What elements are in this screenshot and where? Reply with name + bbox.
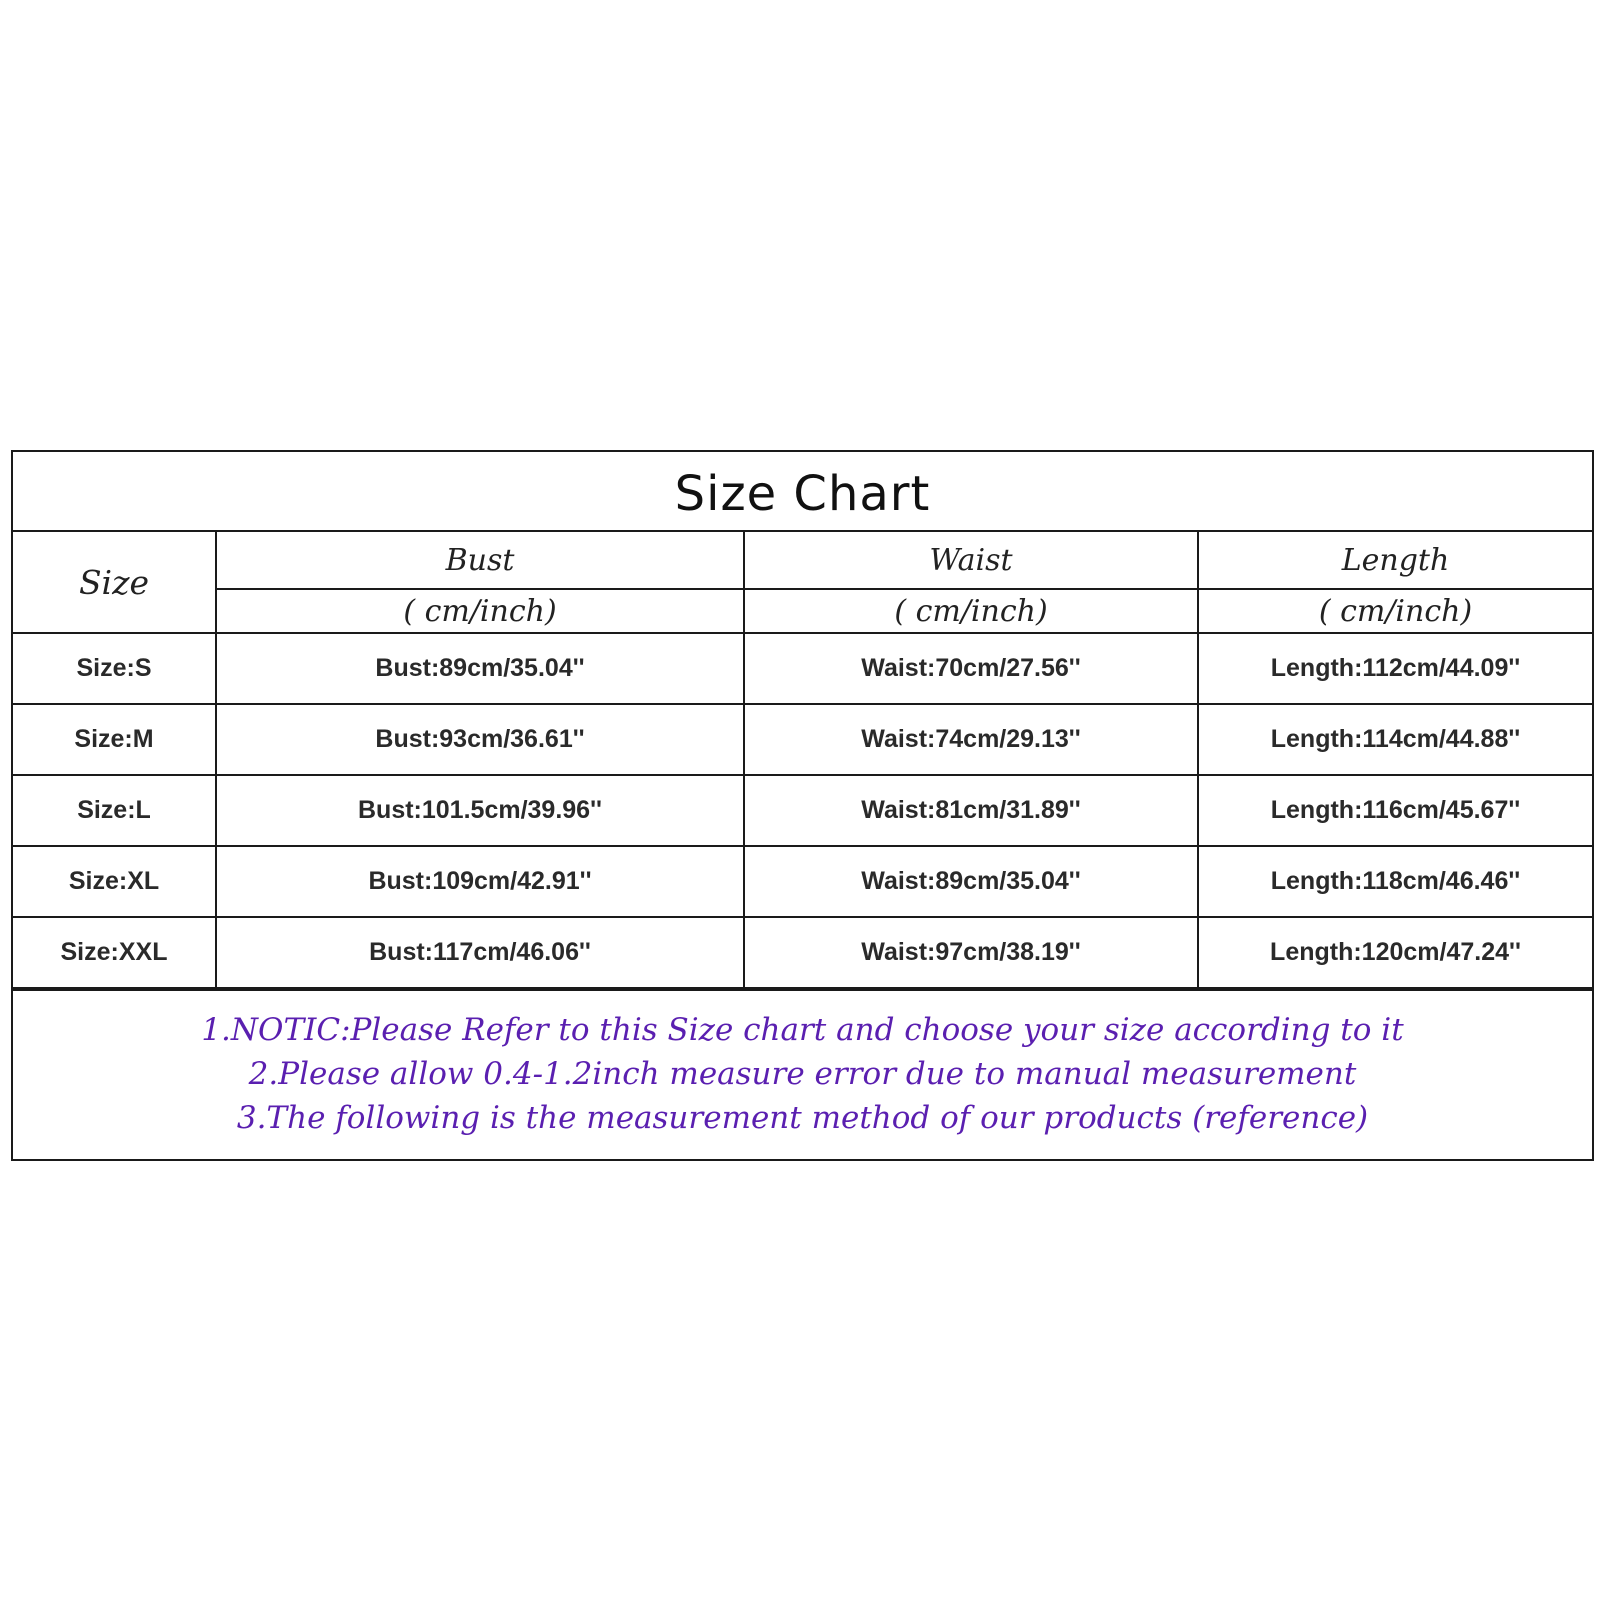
bust-cell: Bust:117cm/46.06'' <box>216 917 744 988</box>
notes-section <box>13 989 1592 1157</box>
waist-cell: Waist:97cm/38.19'' <box>744 917 1198 988</box>
table-row <box>13 633 1592 704</box>
chart-title-row <box>13 452 1592 532</box>
waist-cell: Waist:81cm/31.89'' <box>744 775 1198 846</box>
waist-cell: Waist:89cm/35.04'' <box>744 846 1198 917</box>
table-row <box>13 846 1592 917</box>
header-length-unit: ( cm/inch) <box>1198 589 1592 633</box>
length-cell: Length:118cm/46.46'' <box>1198 846 1592 917</box>
size-cell: Size:S <box>13 633 216 704</box>
waist-cell: Waist:70cm/27.56'' <box>744 633 1198 704</box>
length-cell: Length:116cm/45.67'' <box>1198 775 1592 846</box>
length-cell: Length:112cm/44.09'' <box>1198 633 1592 704</box>
header-waist-unit: ( cm/inch) <box>744 589 1198 633</box>
header-bust-unit: ( cm/inch) <box>216 589 744 633</box>
table-row <box>13 704 1592 775</box>
header-waist: Waist <box>744 532 1198 589</box>
size-cell: Size:M <box>13 704 216 775</box>
note-line: 2.Please allow 0.4-1.2inch measure error due to manual measurement <box>248 1056 1357 1092</box>
size-chart <box>11 450 1594 1161</box>
size-cell: Size:XL <box>13 846 216 917</box>
chart-title: Size Chart <box>674 466 931 522</box>
length-cell: Length:120cm/47.24'' <box>1198 917 1592 988</box>
size-table <box>13 532 1592 989</box>
table-row <box>13 775 1592 846</box>
waist-cell: Waist:74cm/29.13'' <box>744 704 1198 775</box>
bust-cell: Bust:109cm/42.91'' <box>216 846 744 917</box>
bust-cell: Bust:89cm/35.04'' <box>216 633 744 704</box>
length-cell: Length:114cm/44.88'' <box>1198 704 1592 775</box>
header-bust: Bust <box>216 532 744 589</box>
header-length: Length <box>1198 532 1592 589</box>
size-cell: Size:XXL <box>13 917 216 988</box>
size-cell: Size:L <box>13 775 216 846</box>
note-line: 1.NOTIC:Please Refer to this Size chart and choose your size according to it <box>201 1012 1404 1048</box>
header-size: Size <box>13 532 216 633</box>
bust-cell: Bust:101.5cm/39.96'' <box>216 775 744 846</box>
bust-cell: Bust:93cm/36.61'' <box>216 704 744 775</box>
table-row <box>13 917 1592 988</box>
note-line: 3.The following is the measurement method of our products (reference) <box>236 1100 1369 1136</box>
